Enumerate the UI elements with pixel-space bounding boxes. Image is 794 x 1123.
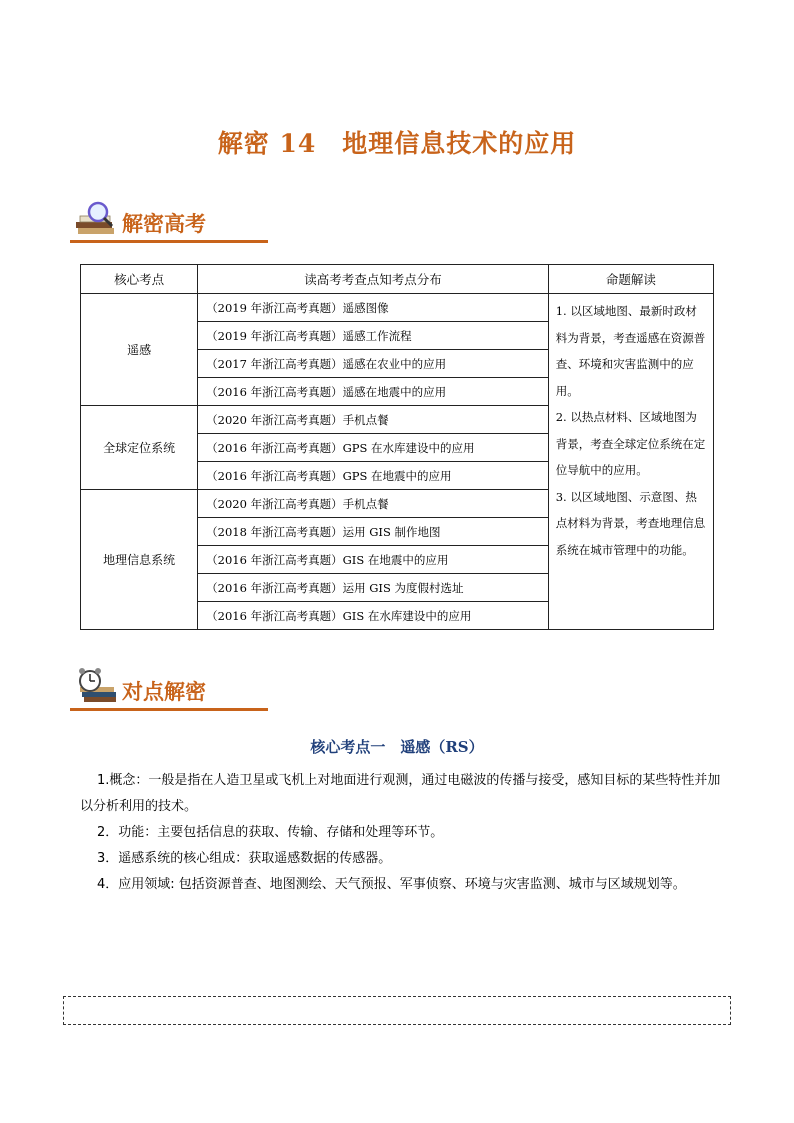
- exam-item: （2017 年浙江高考真题）遥感在农业中的应用: [198, 350, 549, 378]
- table-row: [81, 294, 714, 322]
- exam-item: （2020 年浙江高考真题）手机点餐: [198, 490, 549, 518]
- table-header-row: [81, 265, 714, 294]
- exam-item: （2019 年浙江高考真题）遥感工作流程: [198, 322, 549, 350]
- exam-item: （2019 年浙江高考真题）遥感图像: [198, 294, 549, 322]
- section-title: 对点解密: [122, 680, 206, 704]
- analysis-point: 3. 以区域地图、示意图、热点材料为背景，考查地理信息系统在城市管理中的功能。: [555, 489, 706, 557]
- section-title: 解密高考: [122, 212, 206, 236]
- paragraph: 3．遥感系统的核心组成：获取遥感数据的传感器。: [97, 851, 392, 866]
- analysis-cell: [548, 294, 713, 630]
- exam-item: （2016 年浙江高考真题）运用 GIS 为度假村选址: [198, 574, 549, 602]
- section-header-points: [70, 668, 270, 720]
- dashed-note-box: [63, 996, 731, 1025]
- alarm-clock-on-books-icon: [74, 668, 118, 706]
- section-underline: [70, 240, 268, 243]
- exam-item: （2018 年浙江高考真题）运用 GIS 制作地图: [198, 518, 549, 546]
- exam-item: （2016 年浙江高考真题）GIS 在水库建设中的应用: [198, 602, 549, 630]
- exam-item: （2016 年浙江高考真题）GPS 在水库建设中的应用: [198, 434, 549, 462]
- exam-item: （2016 年浙江高考真题）遥感在地震中的应用: [198, 378, 549, 406]
- paragraph: 4．应用领域: 包括资源普查、地图测绘、天气预报、军事侦察、环境与灾害监测、城市与区域规划等。: [97, 877, 686, 892]
- table-header: 命题解读: [548, 265, 713, 294]
- category-cell: 遥感: [81, 294, 198, 406]
- paragraph: 1.概念：一般是指在人造卫星或飞机上对地面进行观测，通过电磁波的传播与接受，感知目标的某些特性并加以分析利用的技术。: [80, 773, 721, 814]
- exam-item: （2016 年浙江高考真题）GIS 在地震中的应用: [198, 546, 549, 574]
- exam-item: （2020 年浙江高考真题）手机点餐: [198, 406, 549, 434]
- topic-title: 核心考点一 遥感（RS）: [310, 738, 484, 756]
- section-header-exam: [70, 200, 270, 252]
- body-text: [80, 768, 726, 898]
- table-header: 读高考考查点知考点分布: [198, 265, 549, 294]
- category-cell: 地理信息系统: [81, 490, 198, 630]
- section-underline: [70, 708, 268, 711]
- magnifier-on-books-icon: [74, 200, 118, 238]
- analysis-point: 2. 以热点材料、区域地图为背景，考查全球定位系统在定位导航中的应用。: [555, 410, 706, 477]
- paragraph: 2．功能：主要包括信息的获取、传输、存储和处理等环节。: [97, 825, 444, 840]
- analysis-point: 1. 以区域地图、最新时政材料为背景，考查遥感在资源普查、环境和灾害监测中的应用。: [555, 304, 706, 398]
- exam-item: （2016 年浙江高考真题）GPS 在地震中的应用: [198, 462, 549, 490]
- exam-points-table: [80, 264, 714, 630]
- category-cell: 全球定位系统: [81, 406, 198, 490]
- table-header: 核心考点: [81, 265, 198, 294]
- page-title: 解密 14 地理信息技术的应用: [217, 129, 577, 158]
